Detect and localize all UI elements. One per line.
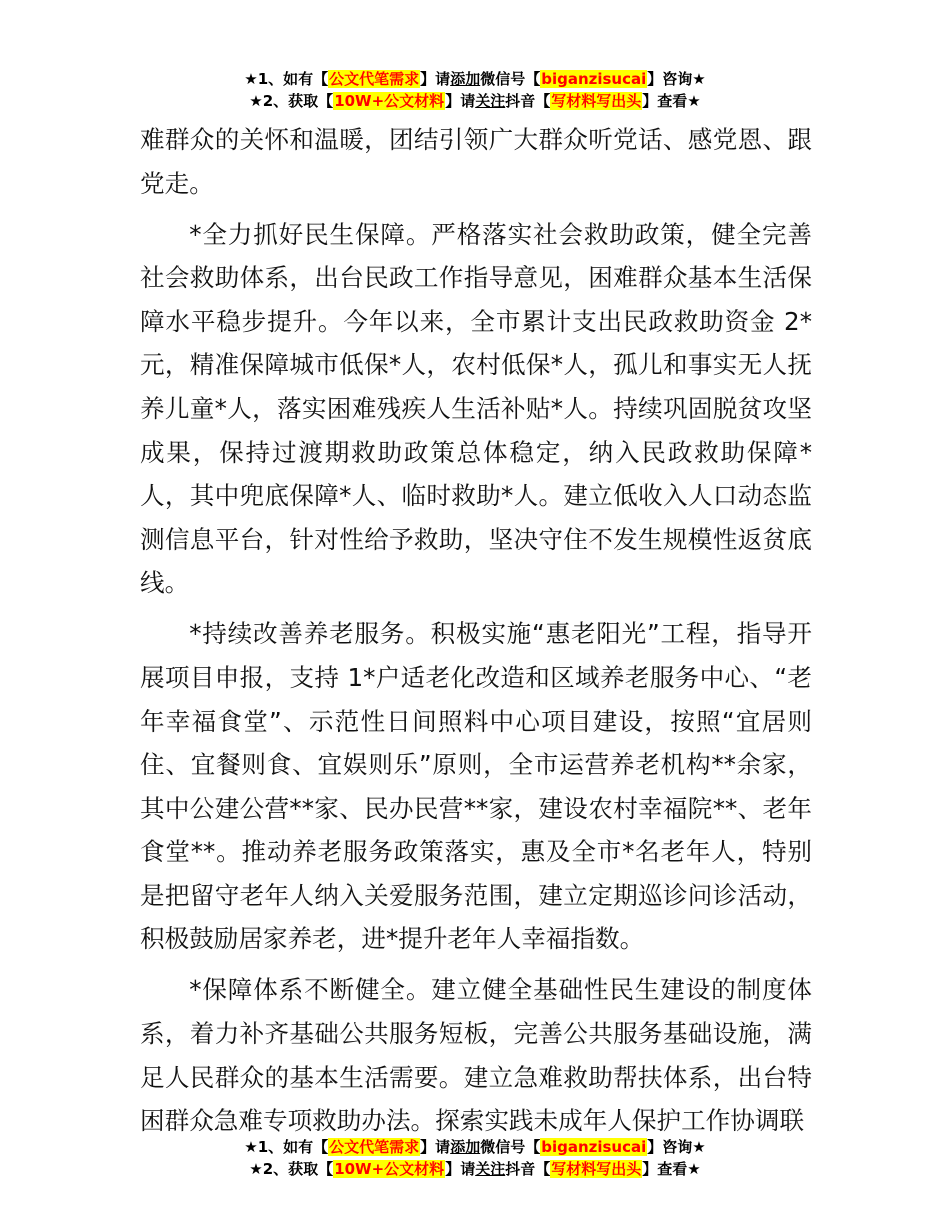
banner-text: 】查看★ (642, 1160, 701, 1178)
banner-text: 】请 (420, 70, 451, 88)
banner-text: 】请 (445, 92, 476, 110)
banner-text: 】查看★ (642, 92, 701, 110)
banner-highlight: 10W+公文材料 (334, 92, 445, 110)
banner-highlight: biganzisucai (541, 1138, 647, 1156)
banner-highlight: biganzisucai (541, 70, 647, 88)
banner-text: 抖音【 (505, 92, 551, 110)
banner-text: ★2、获取【 (249, 1160, 334, 1178)
banner-line-1 (0, 1136, 950, 1158)
banner-line-2 (0, 90, 950, 112)
banner-text: 微信号【 (480, 1138, 541, 1156)
banner-text: 】咨询★ (647, 1138, 706, 1156)
paragraph-elderly-services: *持续改善养老服务。积极实施“惠老阳光”工程，指导开展项目申报，支持 1*户适老化改造和区域养老服务中心、“老年幸福食堂”、示范性日间照料中心项目建设，按照“宜居则住、宜餐则食、宜娱则乐”原则，全市运营养老机构**余家，其中公建公营**家、民办民营**家，建设农村幸福院**、老年食堂**。推动养老服务政策落实，惠及全市*名老年人，特别是把留守老年人纳入关爱服务范围，建立定期巡诊问诊活动，积极鼓励居家养老，进*提升老年人幸福指数。 (140, 619, 812, 954)
banner-text: 抖音【 (505, 1160, 551, 1178)
banner-text: ★1、如有【 (244, 1138, 329, 1156)
footer-banner (0, 1136, 950, 1180)
banner-text: 】咨询★ (647, 70, 706, 88)
banner-underlined-text: 关注 (475, 1160, 506, 1178)
banner-highlight: 写材料写出头 (551, 92, 642, 110)
banner-text: 】请 (420, 1138, 451, 1156)
banner-text: ★1、如有【 (244, 70, 329, 88)
document-body (140, 118, 812, 1150)
paragraph-security-system: *保障体系不断健全。建立健全基础性民生建设的制度体系，着力补齐基础公共服务短板，完善公共服务基础设施，满足人民群众的基本生活需要。建立急难救助帮扶体系，出台特困群众急难专项救助办法。探索实践未成年人保护工作协调联 (140, 975, 812, 1136)
banner-line-2 (0, 1158, 950, 1180)
banner-text: ★2、获取【 (249, 92, 334, 110)
banner-highlight: 10W+公文材料 (334, 1160, 445, 1178)
banner-underlined-text: 添加 (450, 70, 481, 88)
banner-highlight: 公文代笔需求 (329, 70, 420, 88)
paragraph-livelihood-security: *全力抓好民生保障。严格落实社会救助政策，健全完善社会救助体系，出台民政工作指导意见，困难群众基本生活保障水平稳步提升。今年以来，全市累计支出民政救助资金 2*元，精准保障城市低保*人，农村低保*人，孤儿和事实无人抚养儿童*人，落实困难残疾人生活补贴*人。持续巩固脱贫攻坚成果，保持过渡期救助政策总体稳定，纳入民政救助保障*人，其中兜底保障*人、临时救助*人。建立低收入人口动态监测信息平台，针对性给予救助，坚决守住不发生规模性返贫底线。 (140, 219, 812, 598)
banner-line-1 (0, 68, 950, 90)
banner-underlined-text: 关注 (475, 92, 506, 110)
paragraph-continuation: 难群众的关怀和温暖，团结引领广大群众听党话、感党恩、跟党走。 (140, 125, 812, 198)
banner-text: 】请 (445, 1160, 476, 1178)
banner-underlined-text: 添加 (450, 1138, 481, 1156)
header-banner (0, 68, 950, 112)
banner-highlight: 写材料写出头 (551, 1160, 642, 1178)
banner-text: 微信号【 (480, 70, 541, 88)
banner-highlight: 公文代笔需求 (329, 1138, 420, 1156)
